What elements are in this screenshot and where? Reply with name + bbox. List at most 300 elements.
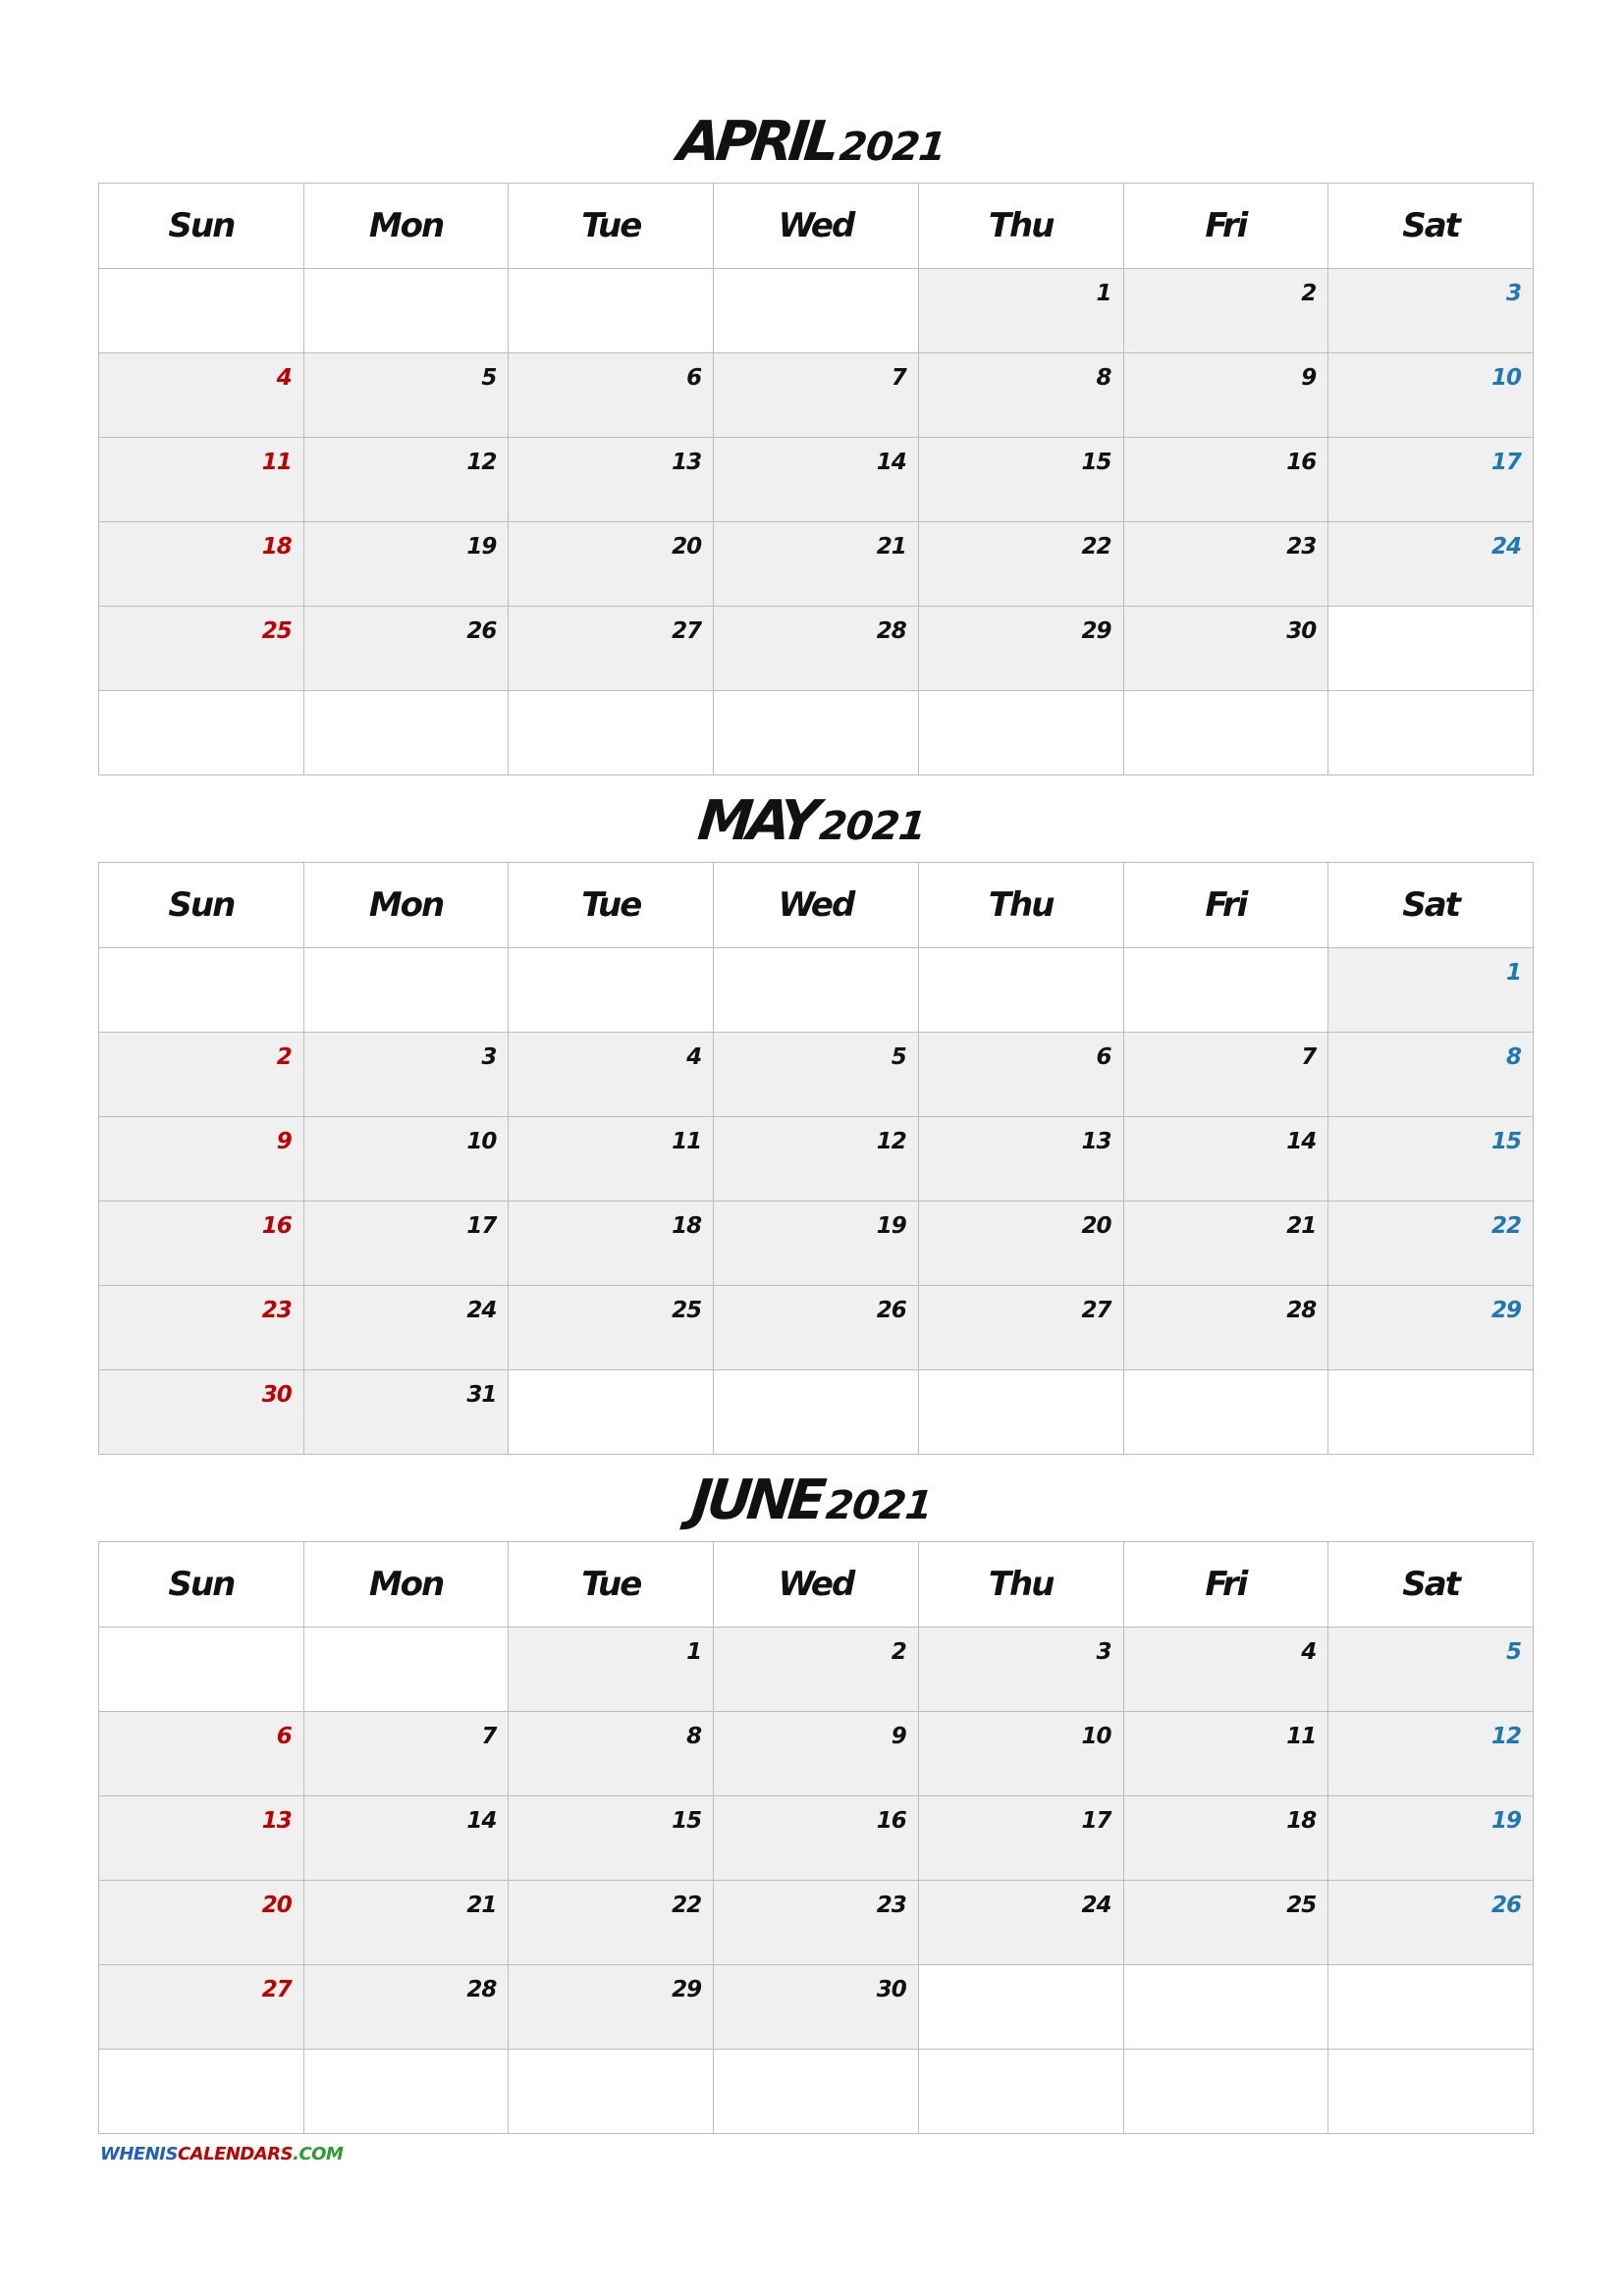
day-cell [303,1033,509,1117]
day-cell [99,438,304,522]
day-cell [714,1796,919,1881]
month-name: APRIL [675,110,839,174]
week-row [99,607,1534,691]
day-cell [303,1628,509,1712]
weekday-wed: Wed [714,863,919,948]
weekday-wed: Wed [714,1542,919,1628]
week-row [99,438,1534,522]
day-cell [714,1965,919,2050]
day-number: 20 [1081,1213,1111,1239]
day-number: 14 [1286,1129,1317,1154]
day-number: 2 [1301,281,1317,306]
day-cell [99,948,304,1033]
day-cell [918,269,1123,353]
calendar-june [98,1541,1534,2134]
day-number: 5 [891,1044,906,1070]
day-number: 7 [481,1724,497,1749]
day-number: 11 [1286,1724,1317,1749]
day-cell [714,948,919,1033]
day-number: 12 [466,450,497,475]
day-cell [303,1712,509,1796]
month-year: 2021 [824,1483,935,1528]
day-cell [918,1712,1123,1796]
day-cell [918,1033,1123,1117]
day-number [1328,2050,1533,2061]
week-row [99,1370,1534,1455]
day-cell [99,1201,304,1286]
day-number: 8 [1096,365,1111,391]
day-number: 23 [876,1893,906,1918]
day-number: 7 [1301,1044,1317,1070]
month-title-june [0,1468,1624,1532]
week-row [99,2050,1534,2134]
day-number: 2 [891,1639,906,1665]
month-name: MAY [694,789,818,853]
day-number [919,2050,1123,2061]
day-number: 28 [876,618,906,644]
day-number: 13 [1081,1129,1111,1154]
calendar-body [99,948,1534,1455]
day-number: 30 [876,1977,906,2002]
day-number: 3 [481,1044,497,1070]
day-number [304,948,509,960]
day-number: 22 [1490,1213,1521,1239]
day-cell [918,353,1123,438]
day-number [304,691,509,703]
day-cell [1123,1286,1328,1370]
day-cell [918,2050,1123,2134]
day-number: 21 [876,534,906,560]
day-number: 18 [261,534,292,560]
week-row [99,1201,1534,1286]
day-number: 9 [276,1129,292,1154]
day-number [1328,1965,1533,1977]
day-cell [1123,1796,1328,1881]
day-cell [303,1117,509,1201]
day-number: 15 [672,1808,702,1834]
day-number: 16 [261,1213,292,1239]
day-cell [714,1881,919,1965]
day-number [1124,1370,1328,1382]
day-cell [1123,607,1328,691]
day-cell [303,1796,509,1881]
day-cell [1328,1033,1534,1117]
week-row [99,1117,1534,1201]
day-cell [1328,607,1534,691]
day-cell [918,1117,1123,1201]
day-cell [714,438,919,522]
day-number: 21 [466,1893,497,1918]
day-number: 19 [876,1213,906,1239]
day-number: 1 [1096,281,1111,306]
day-cell [1328,1965,1534,2050]
day-number: 14 [466,1808,497,1834]
day-number: 17 [466,1213,497,1239]
day-number: 25 [261,618,292,644]
day-cell [303,2050,509,2134]
weekday-mon: Mon [303,1542,509,1628]
day-cell [1328,1201,1534,1286]
day-number: 1 [686,1639,702,1665]
day-cell [1328,1117,1534,1201]
day-number: 16 [876,1808,906,1834]
day-number [1328,691,1533,703]
day-number [99,948,303,960]
weekday-thu: Thu [918,1542,1123,1628]
day-number [509,948,713,960]
day-cell [1328,353,1534,438]
day-cell [99,607,304,691]
weekday-sat: Sat [1328,863,1534,948]
day-number: 23 [1286,534,1317,560]
day-cell [1328,1796,1534,1881]
day-number [714,1370,918,1382]
day-cell [99,1286,304,1370]
weekday-header-row [99,1542,1534,1628]
day-number [99,691,303,703]
day-number: 9 [1301,365,1317,391]
day-number: 29 [1490,1298,1521,1323]
day-number: 10 [1490,365,1521,391]
weekday-sun: Sun [99,184,304,269]
weekday-header-row [99,863,1534,948]
day-number: 12 [876,1129,906,1154]
day-number: 17 [1081,1808,1111,1834]
day-number: 20 [672,534,702,560]
day-cell [303,269,509,353]
day-number: 13 [261,1808,292,1834]
day-number: 6 [686,365,702,391]
day-cell [99,353,304,438]
day-number: 25 [1286,1893,1317,1918]
week-row [99,1286,1534,1370]
week-row [99,948,1534,1033]
month-name: JUNE [688,1468,825,1532]
day-number [1124,1965,1328,1977]
week-row [99,269,1534,353]
day-cell [1123,269,1328,353]
day-cell [714,353,919,438]
day-number: 4 [1301,1639,1317,1665]
day-cell [303,438,509,522]
day-cell [714,2050,919,2134]
day-number: 22 [1081,534,1111,560]
day-cell [714,1286,919,1370]
day-number: 13 [672,450,702,475]
day-cell [1328,1628,1534,1712]
day-cell [1328,1712,1534,1796]
weekday-fri: Fri [1123,184,1328,269]
week-row [99,353,1534,438]
month-title-april [0,110,1624,174]
day-cell [1328,2050,1534,2134]
day-number: 18 [1286,1808,1317,1834]
weekday-sun: Sun [99,863,304,948]
day-cell [918,607,1123,691]
day-number [714,2050,918,2061]
day-number: 29 [1081,618,1111,644]
week-row [99,1796,1534,1881]
day-number: 10 [1081,1724,1111,1749]
weekday-header-row [99,184,1534,269]
day-number [714,691,918,703]
day-number: 28 [466,1977,497,2002]
week-row [99,522,1534,607]
day-cell [99,1370,304,1455]
day-number: 10 [466,1129,497,1154]
day-cell [1123,948,1328,1033]
day-cell [1328,269,1534,353]
footer-part-calendars: CALENDARS [177,2144,294,2164]
day-cell [714,1712,919,1796]
day-cell [1123,2050,1328,2134]
calendar-body [99,1628,1534,2134]
day-cell [303,353,509,438]
day-number: 6 [276,1724,292,1749]
day-cell [714,269,919,353]
day-cell [1123,353,1328,438]
day-cell [99,2050,304,2134]
day-number: 9 [891,1724,906,1749]
week-row [99,1965,1534,2050]
day-number: 14 [876,450,906,475]
day-cell [509,353,714,438]
day-cell [509,1286,714,1370]
day-cell [918,438,1123,522]
day-cell [1123,1881,1328,1965]
day-number: 18 [672,1213,702,1239]
day-number [509,1370,713,1382]
day-number [304,2050,509,2061]
day-number [1328,1370,1533,1382]
day-number: 24 [466,1298,497,1323]
day-cell [1123,1201,1328,1286]
day-cell [1328,438,1534,522]
day-number [919,1965,1123,1977]
day-number: 28 [1286,1298,1317,1323]
day-number: 12 [1490,1724,1521,1749]
day-cell [714,1370,919,1455]
day-cell [714,522,919,607]
day-number: 26 [1490,1893,1521,1918]
day-number: 1 [1505,960,1521,986]
day-number: 8 [686,1724,702,1749]
day-cell [714,607,919,691]
day-cell [1328,1370,1534,1455]
day-number [509,2050,713,2061]
day-cell [99,1117,304,1201]
day-cell [99,522,304,607]
day-number: 30 [261,1382,292,1408]
day-number: 4 [276,365,292,391]
week-row [99,1628,1534,1712]
day-cell [1123,438,1328,522]
day-cell [99,1796,304,1881]
calendar-may [98,862,1534,1455]
day-cell [99,691,304,775]
day-cell [509,1628,714,1712]
day-number: 20 [261,1893,292,1918]
day-cell [303,691,509,775]
day-cell [1328,522,1534,607]
day-number: 17 [1490,450,1521,475]
weekday-sat: Sat [1328,184,1534,269]
day-number: 27 [672,618,702,644]
day-number: 19 [1490,1808,1521,1834]
day-cell [918,522,1123,607]
footer-part-whenis: WHENIS [100,2144,178,2164]
day-cell [509,691,714,775]
day-number: 22 [672,1893,702,1918]
week-row [99,1881,1534,1965]
week-row [99,1033,1534,1117]
day-number: 8 [1505,1044,1521,1070]
day-number [1124,691,1328,703]
day-number [509,269,713,281]
day-number: 23 [261,1298,292,1323]
day-cell [918,1370,1123,1455]
day-cell [509,607,714,691]
day-cell [1123,1370,1328,1455]
day-cell [99,1033,304,1117]
week-row [99,1712,1534,1796]
day-cell [99,1881,304,1965]
day-cell [509,1117,714,1201]
day-cell [509,1033,714,1117]
day-cell [918,691,1123,775]
day-number: 6 [1096,1044,1111,1070]
day-cell [509,1370,714,1455]
weekday-fri: Fri [1123,863,1328,948]
day-number [1124,948,1328,960]
day-cell [714,1201,919,1286]
day-cell [1123,1117,1328,1201]
day-cell [509,1965,714,2050]
month-title-may [0,789,1624,853]
day-cell [99,1712,304,1796]
weekday-fri: Fri [1123,1542,1328,1628]
day-number: 15 [1081,450,1111,475]
day-cell [714,691,919,775]
weekday-tue: Tue [509,1542,714,1628]
day-number: 16 [1286,450,1317,475]
weekday-tue: Tue [509,184,714,269]
calendar-april [98,183,1534,775]
day-cell [509,1712,714,1796]
day-cell [509,2050,714,2134]
day-cell [99,1628,304,1712]
day-number: 4 [686,1044,702,1070]
month-year: 2021 [837,125,948,170]
day-number [304,1628,509,1639]
day-cell [509,948,714,1033]
day-cell [918,1201,1123,1286]
day-cell [509,522,714,607]
day-number [99,269,303,281]
day-number [1328,607,1533,618]
weekday-sun: Sun [99,1542,304,1628]
weekday-tue: Tue [509,863,714,948]
weekday-mon: Mon [303,863,509,948]
day-number: 26 [876,1298,906,1323]
day-cell [303,1881,509,1965]
footer-part-com: .COM [293,2144,344,2164]
day-cell [1123,1712,1328,1796]
day-cell [303,948,509,1033]
day-cell [1328,1286,1534,1370]
day-cell [918,1965,1123,2050]
day-cell [303,1286,509,1370]
weekday-thu: Thu [918,863,1123,948]
day-number: 26 [466,618,497,644]
day-number: 11 [672,1129,702,1154]
day-number [919,1370,1123,1382]
day-cell [1328,691,1534,775]
day-number: 24 [1490,534,1521,560]
week-row [99,691,1534,775]
day-cell [303,1370,509,1455]
day-number: 11 [261,450,292,475]
day-cell [1123,1033,1328,1117]
day-number: 5 [481,365,497,391]
day-cell [918,1628,1123,1712]
day-cell [918,1286,1123,1370]
day-number: 27 [1081,1298,1111,1323]
day-number [714,269,918,281]
weekday-mon: Mon [303,184,509,269]
day-number: 15 [1490,1129,1521,1154]
day-number [714,948,918,960]
day-cell [303,607,509,691]
day-number: 7 [891,365,906,391]
day-number: 19 [466,534,497,560]
day-cell [1123,691,1328,775]
day-cell [714,1033,919,1117]
day-number: 5 [1505,1639,1521,1665]
day-number [919,948,1123,960]
day-number [99,2050,303,2061]
day-number: 30 [1286,618,1317,644]
day-cell [1123,1628,1328,1712]
day-cell [1328,948,1534,1033]
day-number: 21 [1286,1213,1317,1239]
day-number [919,691,1123,703]
month-year: 2021 [817,804,928,849]
day-cell [509,1201,714,1286]
day-number [1124,2050,1328,2061]
day-cell [509,1881,714,1965]
day-number: 3 [1096,1639,1111,1665]
day-cell [1328,1881,1534,1965]
day-cell [509,438,714,522]
day-cell [1123,522,1328,607]
calendar-body [99,269,1534,775]
weekday-sat: Sat [1328,1542,1534,1628]
day-number: 27 [261,1977,292,2002]
day-number: 31 [466,1382,497,1408]
day-number: 3 [1505,281,1521,306]
day-number: 29 [672,1977,702,2002]
day-cell [303,1965,509,2050]
weekday-wed: Wed [714,184,919,269]
day-cell [303,522,509,607]
day-number: 24 [1081,1893,1111,1918]
day-number [509,691,713,703]
footer-website-link[interactable] [100,2144,343,2164]
day-cell [303,1201,509,1286]
day-cell [509,1796,714,1881]
day-cell [918,1881,1123,1965]
